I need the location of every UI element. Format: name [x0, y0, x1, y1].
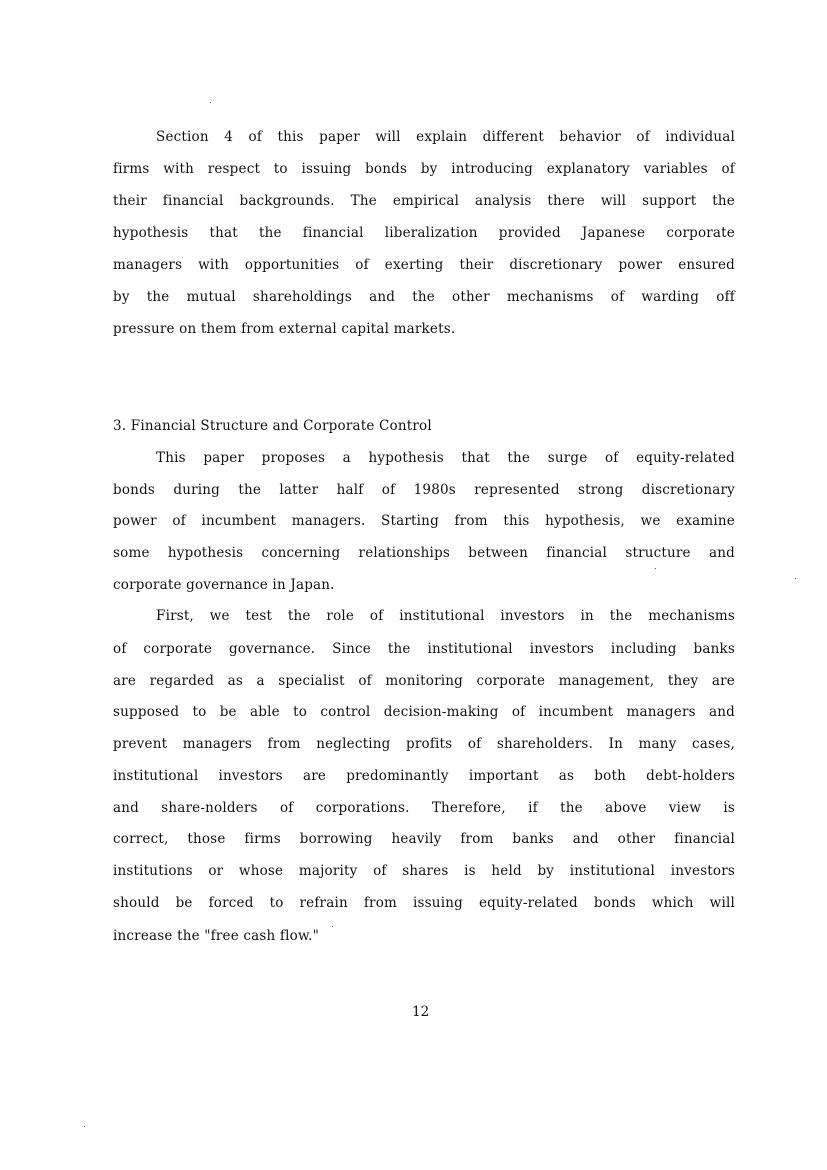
text-line: increase the "free cash flow."	[113, 928, 320, 944]
scan-speck	[84, 1126, 85, 1127]
text-line: by the mutual shareholdings and the other mechanisms of warding off	[113, 289, 735, 305]
text-line: firms with respect to issuing bonds by introducing explanatory variables of	[113, 161, 735, 177]
text-line: prevent managers from neglecting profits of shareholders. In many cases,	[113, 736, 735, 752]
text-line: supposed to be able to control decision-making of incumbent managers and	[113, 704, 735, 720]
section-heading: 3. Financial Structure and Corporate Control	[113, 418, 432, 434]
text-line: institutions or whose majority of shares is held by institutional investors	[113, 863, 735, 879]
text-line: and share-nolders of corporations. Therefore, if the above view is	[113, 800, 735, 816]
text-line: correct, those firms borrowing heavily from banks and other financial	[113, 831, 735, 847]
text-line: bonds during the latter half of 1980s represented strong discretionary	[113, 482, 735, 498]
text-line: should be forced to refrain from issuing equity-related bonds which will	[113, 895, 735, 911]
text-line: Section 4 of this paper will explain different behavior of individual	[156, 129, 735, 145]
scan-speck	[655, 568, 656, 569]
text-line: their financial backgrounds. The empirical analysis there will support the	[113, 193, 735, 209]
page-number: 12	[412, 1004, 430, 1020]
text-line: institutional investors are predominantly important as both debt-holders	[113, 768, 735, 784]
text-line: some hypothesis concerning relationships between financial structure and	[113, 545, 735, 561]
text-line: are regarded as a specialist of monitoring corporate management, they are	[113, 673, 735, 689]
scan-speck	[332, 926, 333, 927]
text-line: of corporate governance. Since the institutional investors including banks	[113, 641, 735, 657]
text-line: pressure on them from external capital markets.	[113, 321, 456, 337]
text-line: This paper proposes a hypothesis that the surge of equity-related	[156, 450, 735, 466]
scan-speck	[210, 102, 211, 103]
text-line: managers with opportunities of exerting their discretionary power ensured	[113, 257, 735, 273]
scan-speck	[795, 578, 796, 579]
text-line: hypothesis that the financial liberalization provided Japanese corporate	[113, 225, 735, 241]
text-line: power of incumbent managers. Starting from this hypothesis, we examine	[113, 513, 735, 529]
text-line: corporate governance in Japan.	[113, 577, 335, 593]
text-line: First, we test the role of institutional investors in the mechanisms	[156, 608, 735, 624]
